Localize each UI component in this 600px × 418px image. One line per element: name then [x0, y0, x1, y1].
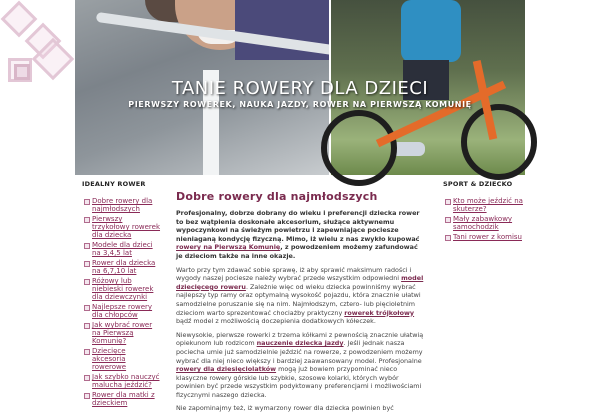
- sidebar-link[interactable]: Jak wybrać rower na Pierwszą Komunię?: [92, 321, 153, 345]
- list-item: [82, 277, 160, 301]
- sidebar-link[interactable]: Dziecięce akcesoria rowerowe: [92, 347, 127, 371]
- decorative-squares: [0, 0, 75, 180]
- left-sidebar-heading: IDEALNY ROWER: [82, 180, 146, 188]
- sidebar-link[interactable]: Mały zabawkowy samochodzik: [453, 215, 513, 231]
- paragraph-text: . Zależnie więc od wieku dziecka powinniśmy wybrać najlepszy typ ramy oraz optymalną wysokość pojazdu, która znacznie ułatwi samodzielne poruszanie się na nim. Najmłodszym, cztero- lub pięcioletnim dzieciom warto sprezentować chociażby praktyczny: [176, 282, 421, 317]
- list-item: [443, 233, 525, 241]
- sidebar-link[interactable]: Modele dla dzieci na 3,4,5 lat: [92, 241, 153, 257]
- list-item: [82, 197, 160, 213]
- left-sidebar: [82, 180, 160, 409]
- paragraph-text: , z powodzeniem możemy zafundować je dzieciom także na inne okazje.: [176, 243, 418, 260]
- paragraph-text: Warto przy tym zdawać sobie sprawę, iż aby sprawić maksimum radości i wygody naszej pociesze należy wybrać przede wszystkim odpowiedni: [176, 265, 412, 283]
- paragraph-text: Niewysokie, pierwsze rowerki z trzema kółkami z pewnością znacznie ułatwią opiekunom lub rodzicom: [176, 330, 424, 348]
- site-title[interactable]: TANIE ROWERY DLA DZIECI: [171, 78, 429, 99]
- sidebar-link[interactable]: Kto może jeździć na skuterze?: [453, 197, 523, 213]
- list-item: [82, 241, 160, 257]
- sidebar-link[interactable]: Jak szybko nauczyć malucha jeździć?: [92, 373, 160, 389]
- decorative-square: [14, 64, 30, 80]
- list-item: [443, 215, 525, 231]
- paragraph-text: Profesjonalny, dobrze dobrany do wieku i preferencji dziecka rower to bez wątpienia doskonałe akcesorium, służące aktywnemu wypoczynkowi na świeżym powietrzu i zapewniające pociesze nieniaganą kondycję fizyczną. Mimo, iż wielu z nas zwykło kupować: [176, 209, 420, 243]
- list-item: [82, 303, 160, 319]
- article-link[interactable]: rowerek trójkołowy: [344, 308, 415, 317]
- article-link[interactable]: rowery na Pierwszą Komunię: [176, 243, 281, 252]
- list-item: [443, 197, 525, 213]
- article-link[interactable]: nauczenie dziecka jazdy: [256, 339, 344, 348]
- site-subtitle: PIERWSZY ROWEREK, NAUKA JAZDY, ROWER NA PIERWSZĄ KOMUNIĘ: [128, 100, 472, 109]
- list-item: [82, 347, 160, 371]
- list-item: [82, 373, 160, 389]
- sidebar-link[interactable]: Dobre rowery dla najmłodszych: [92, 197, 153, 213]
- paragraph-text: mogą już bowiem przypominać nieco klasyczne rowery górskie lub szybkie, szosowe kolarki, których wybór powinien być przede wszystkim podyktowany preferencjami i możliwościami fizycznymi naszego dziecka.: [176, 365, 422, 399]
- article-paragraph: [176, 331, 426, 400]
- sidebar-link[interactable]: Pierwszy trzykołowy rowerek dla dziecka: [92, 215, 161, 239]
- article-paragraph: [176, 404, 426, 413]
- list-item: [82, 321, 160, 345]
- header-banner: [75, 0, 525, 175]
- sidebar-link[interactable]: Różowy lub niebieski rowerek dla dziewczynki: [92, 277, 154, 301]
- sidebar-link[interactable]: Tani rower z komisu: [453, 233, 522, 241]
- main-content: [176, 190, 426, 418]
- article-paragraph: [176, 266, 426, 326]
- list-item: [82, 259, 160, 275]
- right-sidebar-heading: SPORT & DZIECKO: [443, 180, 513, 188]
- paragraph-text: . Jeśli jednak nasza pociecha umie już samodzielnie jeździć na rowerze, z powodzeniem możemy wybrać dla niej nieco większy i bardziej zaawansowany model. Profesjonalne: [176, 339, 423, 365]
- paragraph-text: Nie zapominajmy też, iż wymarzony rower dla dziecka powinien być: [176, 404, 394, 413]
- article-link[interactable]: model dziecięcego roweru: [176, 274, 424, 291]
- paragraph-text: bądź model z możliwością doczepienia dodatkowych kółeczek.: [176, 317, 376, 326]
- right-sidebar-list: [443, 197, 525, 241]
- article-paragraph: [176, 209, 426, 261]
- article-title: Dobre rowery dla najmłodszych: [176, 190, 378, 203]
- sidebar-link[interactable]: Rower dla matki z dzieckiem: [92, 391, 155, 407]
- right-sidebar: [443, 180, 525, 243]
- list-item: [82, 391, 160, 407]
- list-item: [82, 215, 160, 239]
- article-link[interactable]: rowery dla dziesięciolatków: [176, 365, 277, 374]
- left-sidebar-list: [82, 197, 160, 407]
- sidebar-link[interactable]: Rower dla dziecka na 6,7,10 lat: [92, 259, 156, 275]
- sidebar-link[interactable]: Najlepsze rowery dla chłopców: [92, 303, 153, 319]
